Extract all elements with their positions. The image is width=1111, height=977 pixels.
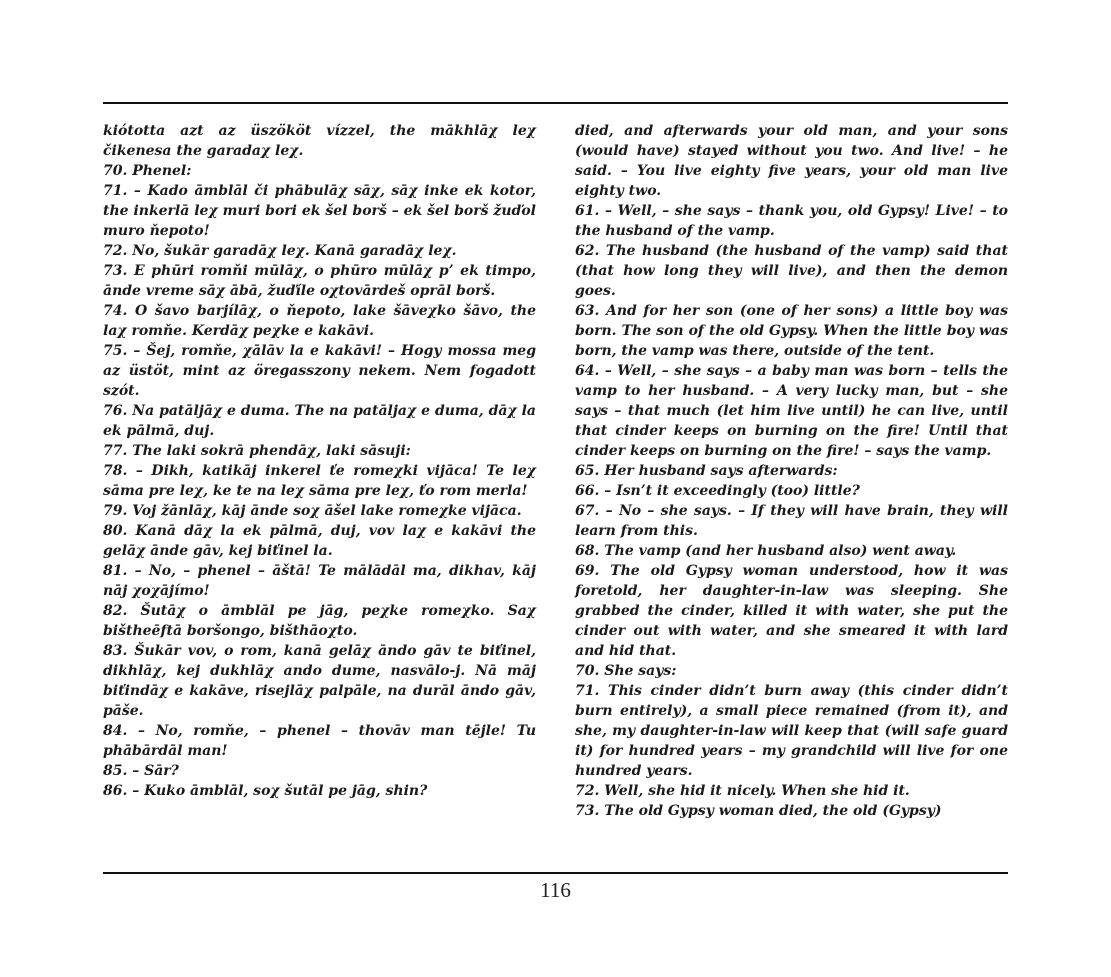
paragraph: 79. Voj žānlāχ, kāj ānde soχ āšel lake romeχke vijāca. [103, 503, 522, 519]
bottom-rule [103, 872, 1008, 874]
paragraph: 86. – Kuko āmblāl, soχ šutāl pe jāg, shin? [103, 783, 428, 799]
paragraph: 83. Šukār vov, o rom, kanā gelāχ āndo gāv te biťinel, dikhlāχ, kej dukhlāχ ando dume, nasvālo-j. Nā māj biťindāχ e kakāve, risejlāχ palpāle, na durāl āndo gāv, pāše. [103, 643, 536, 719]
paragraph: 70. Phenel: [103, 163, 192, 179]
paragraph: 62. The husband (the husband of the vamp) said that (that how long they will live), and then the demon goes. [575, 243, 1008, 299]
paragraph: kiótotta azt az üszököt vízzel, the mākhlāχ leχ čikenesa the garadaχ leχ. [103, 123, 536, 159]
paragraph: 71. This cinder didn’t burn away (this cinder didn’t burn entirely), a small piece remained (from it), and she, my daughter-in-law will keep that (will safe guard it) for hundred years – my grandchild will live for one hundred years. [575, 683, 1008, 779]
paragraph: 78. – Dikh, katikāj inkerel ťe romeχki vijāca! Te leχ sāma pre leχ, ke te na leχ sāma pre leχ, ťo rom merla! [103, 463, 536, 499]
paragraph: 74. O šavo barjílāχ, o ňepoto, lake šāveχko šāvo, the laχ romňe. Kerdāχ peχke e kakāvi. [103, 303, 536, 339]
paragraph: 71. – Kado āmblāl či phābulāχ sāχ, sāχ inke ek kotor, the inkerlā leχ muri bori ek šel borš – ek šel borš žuďol muro ňepoto! [103, 183, 536, 239]
paragraph: 75. – Šej, romňe, χālāv la e kakāvi! – Hogy mossa meg az üstöt, mint az öregasszony nekem. Nem fogadott szót. [103, 343, 536, 399]
paragraph: 70. She says: [575, 663, 677, 679]
paragraph: 82. Šutāχ o āmblāl pe jāg, peχke romeχko. Saχ bištheēftā boršongo, bišthāoχto. [103, 603, 536, 639]
paragraph: 77. The laki sokrā phendāχ, laki sāsuji: [103, 443, 411, 459]
paragraph: 67. – No – she says. – If they will have brain, they will learn from this. [575, 503, 1008, 539]
paragraph: 76. Na patāljāχ e duma. The na patāljaχ e duma, dāχ la ek pālmā, duj. [103, 403, 536, 439]
paragraph: 68. The vamp (and her husband also) went away. [575, 543, 957, 559]
paragraph: 66. – Isn’t it exceedingly (too) little? [575, 483, 860, 499]
paragraph: 81. – No, – phenel – āštā! Te mālādāl ma, dikhav, kāj nāj χoχājímo! [103, 563, 536, 599]
top-rule [103, 102, 1008, 104]
paragraph: 84. – No, romňe, – phenel – thovāv man tējle! Tu phābārdāl man! [103, 723, 536, 759]
paragraph: 69. The old Gypsy woman understood, how it was foretold, her daughter-in-law was sleeping. She grabbed the cinder, killed it with water, she put the cinder out with water, and she smeared it with lard and hid that. [575, 563, 1008, 659]
paragraph: 72. No, šukār garadāχ leχ. Kanā garadāχ leχ. [103, 243, 457, 259]
paragraph: 64. – Well, – she says – a baby man was born – tells the vamp to her husband. – A very lucky man, but – she says – that much (let him live until) he can live, until that cinder keeps on burning on the fire! Until that cinder keeps on burning on the fire! – says the vamp. [575, 363, 1008, 459]
left-column [103, 121, 536, 801]
paragraph: 80. Kanā dāχ la ek pālmā, duj, vov laχ e kakāvi the gelāχ ānde gāv, kej biťinel la. [103, 523, 536, 559]
page-number: 116 [540, 878, 571, 902]
paragraph: died, and afterwards your old man, and your sons (would have) stayed without you two. And live! – he said. – You live eighty five years, your old man live eighty two. [575, 123, 1008, 199]
paragraph: 73. The old Gypsy woman died, the old (Gypsy) [575, 803, 942, 819]
paragraph: 73. E phūri romňi mūlāχ, o phūro mūlāχ p’ ek timpo, ānde vreme sāχ ābā, žuďíle oχtovārdeš oprāl borš. [103, 263, 536, 299]
paragraph: 85. – Sār? [103, 763, 179, 779]
paragraph: 61. – Well, – she says – thank you, old Gypsy! Live! – to the husband of the vamp. [575, 203, 1008, 239]
right-column [575, 121, 1008, 821]
paragraph: 63. And for her son (one of her sons) a little boy was born. The son of the old Gypsy. When the little boy was born, the vamp was there, outside of the tent. [575, 303, 1008, 359]
paragraph: 65. Her husband says afterwards: [575, 463, 838, 479]
paragraph: 72. Well, she hid it nicely. When she hid it. [575, 783, 910, 799]
